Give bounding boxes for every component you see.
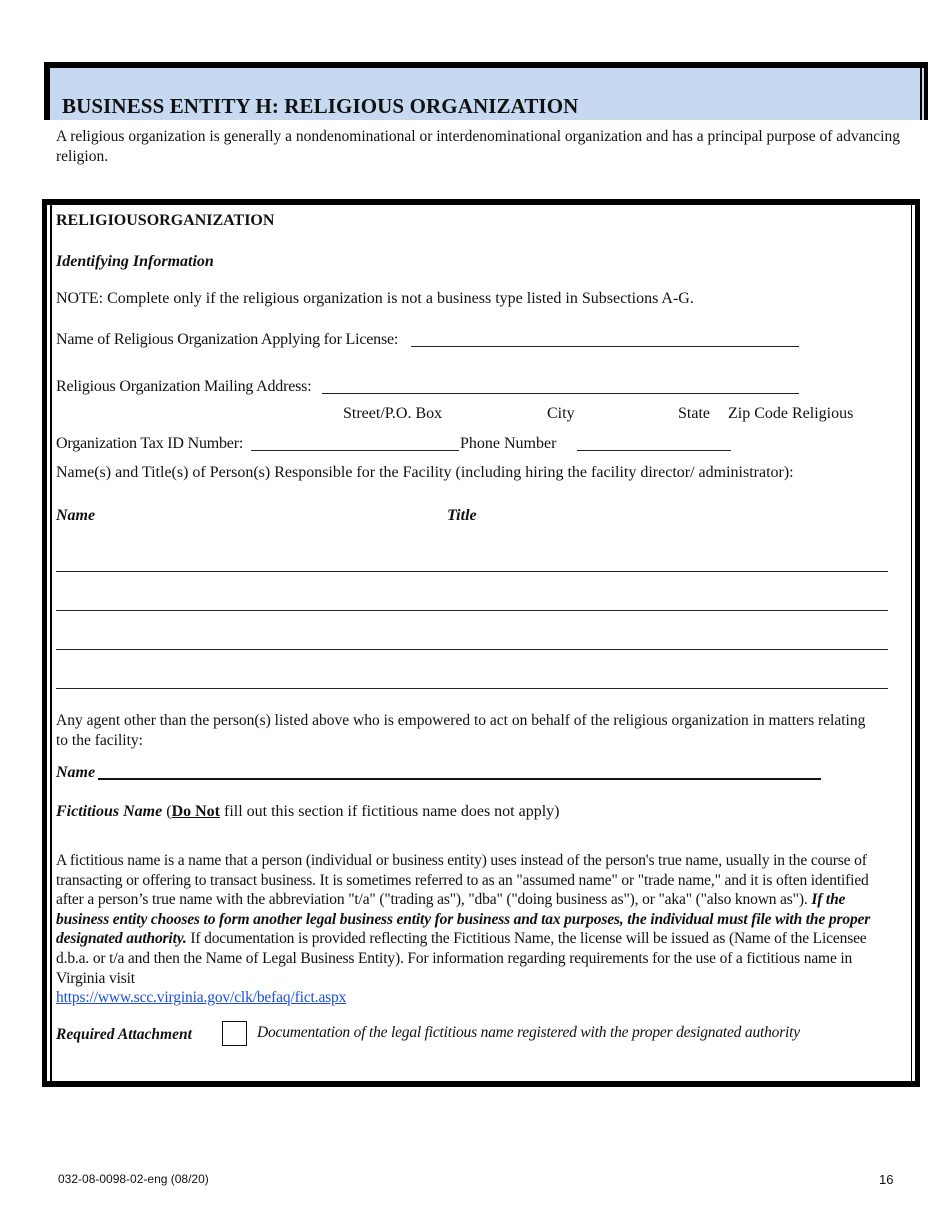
tax-id-field[interactable] [251,450,459,451]
form-number: 032-08-0098-02-eng (08/20) [58,1172,209,1186]
zip-sublabel: Zip Code Religious [728,405,854,422]
phone-label: Phone Number [460,435,557,452]
page-title: BUSINESS ENTITY H: RELIGIOUS ORGANIZATION [62,94,579,118]
city-sublabel: City [547,405,575,422]
required-attachment-label: Required Attachment [56,1026,192,1043]
fictitious-paragraph: A fictitious name is a name that a person (individual or business entity) uses instead of the person's true name, usually in the course of transacting or offering to transact business. It is sometimes referred to as an "assumed name" or "trade name," and it is often identified after a person’s true name with the abbreviation "t/a" ("trading as"), "dba" ("doing business as"), or "aka" ("also known as"). If the business entity chooses to form another legal business entity for business and tax purposes, the individual must file with the proper designated authority. If documentation is provided reflecting the Fictitious Name, the license will be issued as (Name of the Licensee d.b.a. or t/a and then the Name of Legal Business Entity). For information regarding requirements for the use of a fictitious name in Virginia visit https://www.scc.virginia.gov/clk/befaq/fict.aspx [56,852,871,1007]
phone-field[interactable] [577,450,731,451]
street-sublabel: Street/P.O. Box [343,405,443,422]
note-text: NOTE: Complete only if the religious organization is not a business type listed in Subsections A-G. [56,290,694,307]
state-sublabel: State [678,405,710,422]
persons-label: Name(s) and Title(s) of Person(s) Responsible for the Facility (including hiring the facility director/ administrator): [56,464,794,481]
org-name-label: Name of Religious Organization Applying for License: [56,331,399,348]
section-title: RELIGIOUSORGANIZATION [56,212,275,229]
agent-text: Any agent other than the person(s) listed above who is empowered to act on behalf of the religious organization in matters relating to the facility: [56,712,866,749]
fictitious-name-link[interactable]: https://www.scc.virginia.gov/clk/befaq/fict.aspx [56,989,347,1007]
person-entry-line[interactable] [56,571,888,572]
agent-name-field[interactable] [98,778,821,780]
column-header-name: Name [56,507,96,524]
tax-id-label: Organization Tax ID Number: [56,435,244,452]
attachment-checkbox[interactable] [222,1021,247,1046]
fictitious-heading: Fictitious Name (Do Not fill out this section if fictitious name does not apply) [56,803,560,820]
org-name-field[interactable] [411,346,799,347]
attachment-description: Documentation of the legal fictitious name registered with the proper designated authority [257,1024,800,1041]
person-entry-line[interactable] [56,649,888,650]
column-header-title: Title [447,507,477,524]
agent-name-label: Name [56,764,96,781]
page-number: 16 [879,1172,894,1187]
intro-text: A religious organization is generally a nondenominational or interdenominational organization and has a principal purpose of advancing religion. [56,128,900,165]
person-entry-line[interactable] [56,610,888,611]
subsection-title: Identifying Information [56,253,214,270]
person-entry-line[interactable] [56,688,888,689]
mailing-address-label: Religious Organization Mailing Address: [56,378,312,395]
mailing-address-field[interactable] [322,393,799,394]
